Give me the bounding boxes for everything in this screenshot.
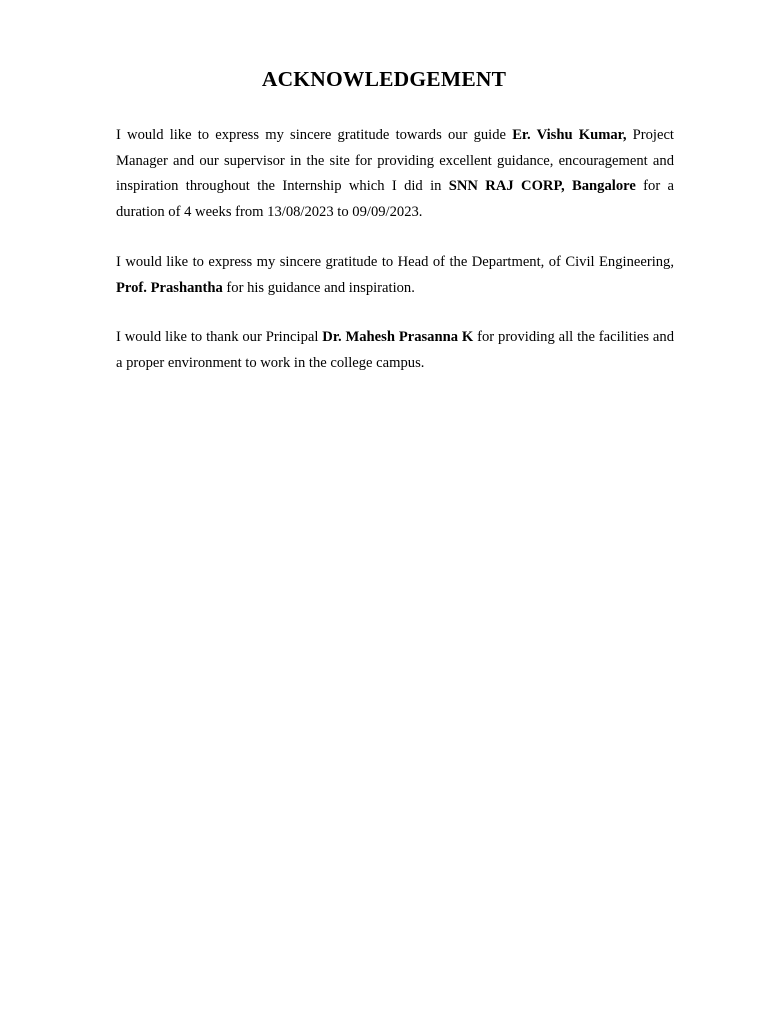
paragraph-text: for his guidance and inspiration. [222, 279, 415, 296]
guide-name: Er. Vishu Kumar, [512, 127, 627, 143]
paragraph-text: for providing all the facilities and a proper environment to work in the college campus. [116, 329, 675, 371]
paragraph-text: for a duration of 4 weeks from 13/08/2023 to 09/09/2023. [116, 178, 674, 220]
paragraph-text: I would like to express my sincere gratitude towards our guide [116, 127, 513, 143]
paragraph-text: I would like to express my sincere gratitude to Head of the Department, of Civil Engineering, [116, 254, 674, 270]
hod-name: Prof. Prashantha [116, 279, 223, 296]
principal-name: Dr. Mahesh Prasanna K [322, 329, 474, 345]
paragraph-hod [116, 250, 674, 301]
paragraph-principal [116, 325, 674, 376]
paragraph-text: I would like to thank our Principal [116, 329, 323, 345]
company-name: SNN RAJ CORP, Bangalore [448, 178, 636, 194]
paragraph-guide [116, 123, 674, 225]
paragraph-text: Project Manager and our supervisor in the site for providing excellent guidance, encouragement and inspiration throughout the Internship which I did in [116, 127, 674, 194]
page-title: ACKNOWLEDGEMENT [261, 67, 507, 91]
